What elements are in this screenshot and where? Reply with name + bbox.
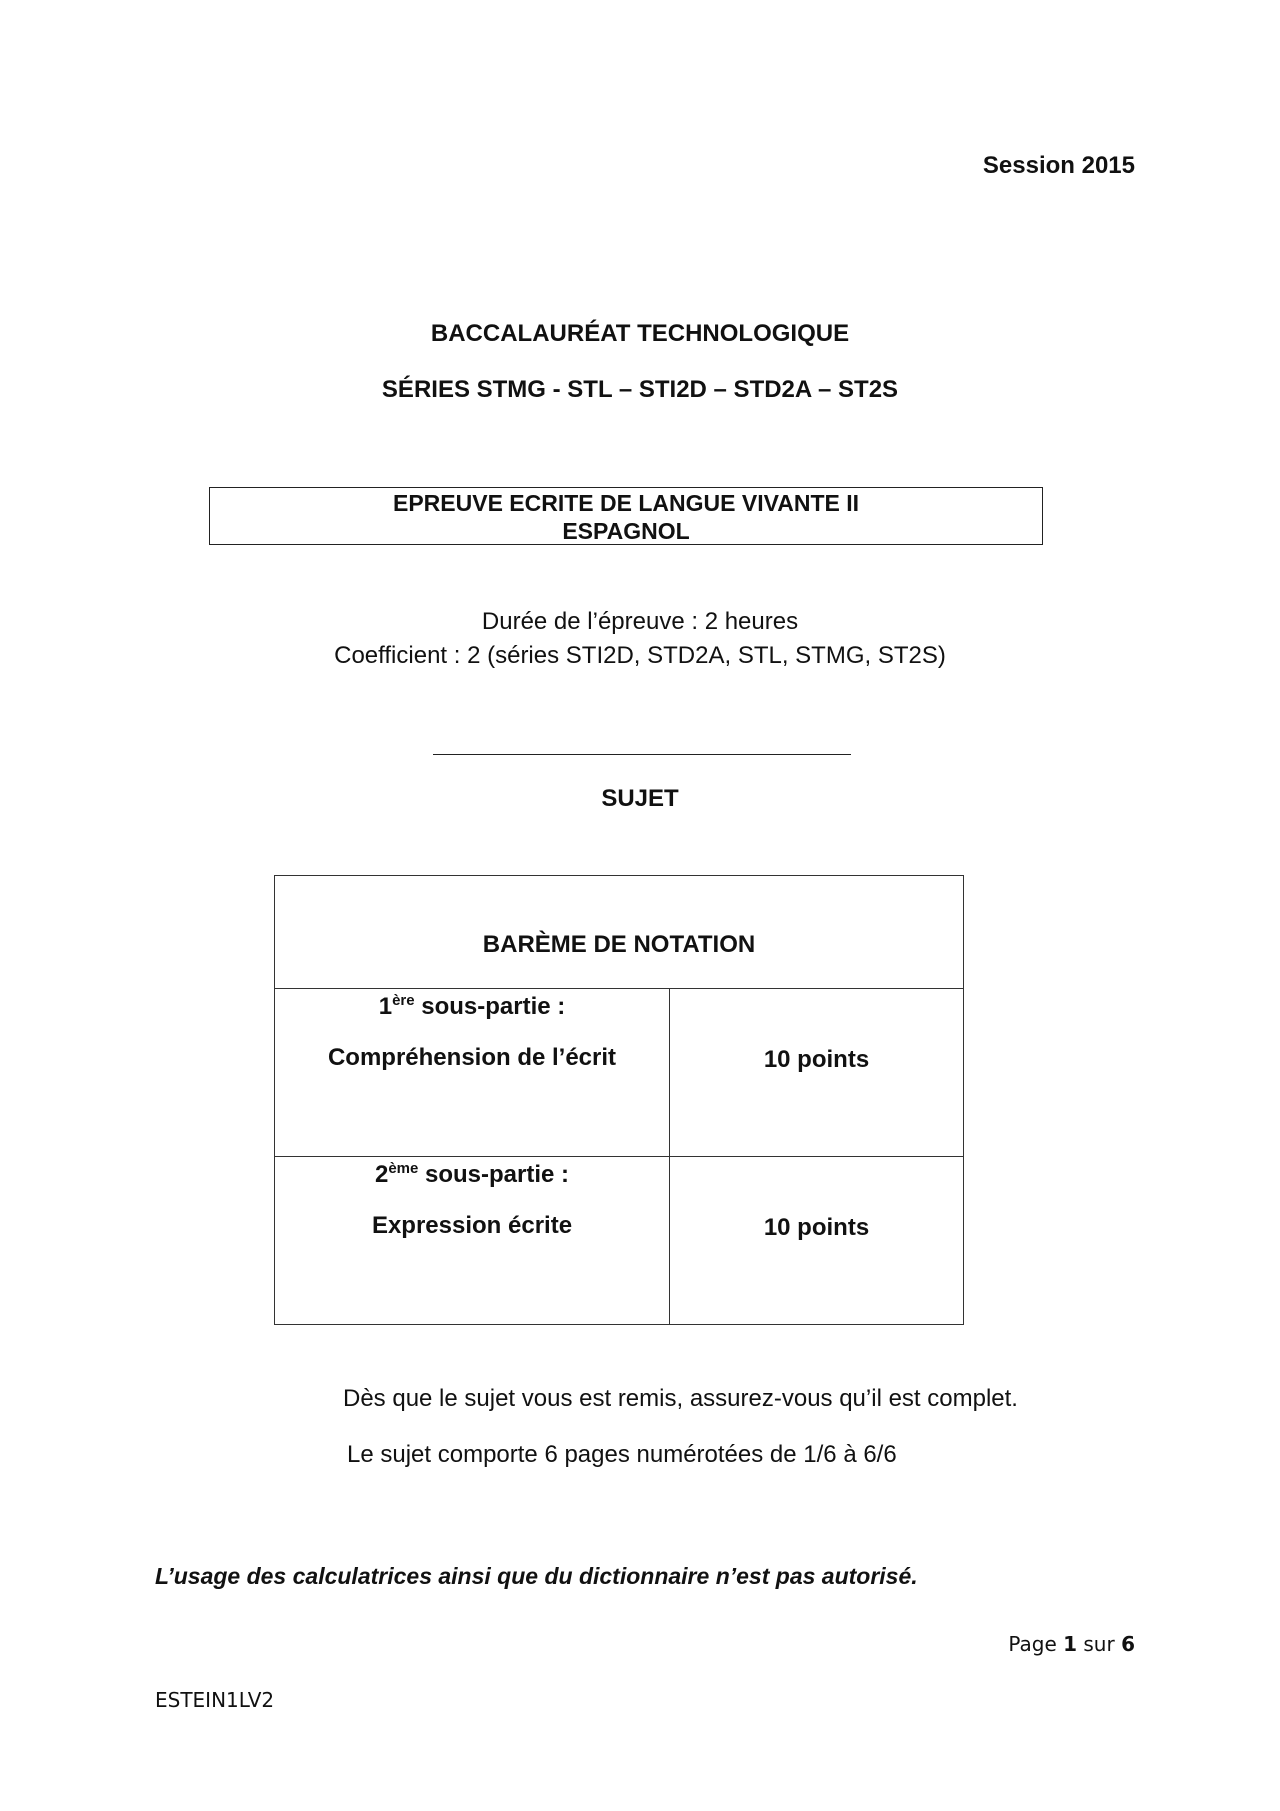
page-mid: sur (1077, 1632, 1122, 1656)
session-year: Session 2015 (982, 152, 1135, 179)
part-name: Compréhension de l’écrit (327, 1044, 617, 1071)
table-row (275, 1157, 964, 1325)
part-number-digit: 2 (374, 1161, 389, 1188)
bareme-header-row (275, 876, 964, 989)
epreuve-language: ESPAGNOL (562, 518, 690, 544)
page-prefix: Page (1008, 1632, 1064, 1656)
exam-info (0, 605, 1280, 673)
points-cell (670, 989, 964, 1157)
part-number-digit: 1 (378, 993, 393, 1020)
part-number-label: sous-partie : (418, 1161, 570, 1188)
bareme-title: BARÈME DE NOTATION (482, 931, 756, 958)
page-current: 1 (1063, 1632, 1078, 1656)
exam-title: BACCALAURÉAT TECHNOLOGIQUE (430, 320, 850, 347)
part-number-ordinal: ère (392, 992, 415, 1009)
part-number (275, 1157, 669, 1190)
exam-series: SÉRIES STMG - STL – STI2D – STD2A – ST2S (381, 376, 899, 403)
bareme-table (274, 875, 964, 1325)
page-total: 6 (1121, 1632, 1135, 1656)
points-cell (670, 1157, 964, 1325)
part-cell (275, 1157, 670, 1325)
part-number-ordinal: ème (388, 1160, 419, 1177)
part-number-label: sous-partie : (414, 993, 566, 1020)
completeness-notice: Dès que le sujet vous est remis, assurez-vous qu’il est complet. (343, 1385, 1018, 1412)
epreuve-box (209, 487, 1043, 545)
exam-duration: Durée de l’épreuve : 2 heures (481, 608, 799, 635)
document-code: ESTEIN1LV2 (155, 1688, 275, 1712)
bareme-header-cell (275, 876, 964, 989)
part-points: 10 points (763, 1046, 870, 1073)
table-row (275, 989, 964, 1157)
part-name: Expression écrite (371, 1212, 573, 1239)
exam-coefficient: Coefficient : 2 (séries STI2D, STD2A, STL, STMG, ST2S) (334, 642, 946, 669)
sujet-heading: SUJET (601, 785, 679, 812)
epreuve-title: EPREUVE ECRITE DE LANGUE VIVANTE II (392, 490, 860, 516)
page-number (1008, 1632, 1135, 1656)
separator-line (433, 754, 851, 755)
calculator-warning: L’usage des calculatrices ainsi que du dictionnaire n’est pas autorisé. (155, 1563, 918, 1589)
part-points: 10 points (763, 1214, 870, 1241)
page-count-notice: Le sujet comporte 6 pages numérotées de 1/6 à 6/6 (347, 1441, 897, 1468)
part-number (275, 989, 669, 1022)
part-cell (275, 989, 670, 1157)
